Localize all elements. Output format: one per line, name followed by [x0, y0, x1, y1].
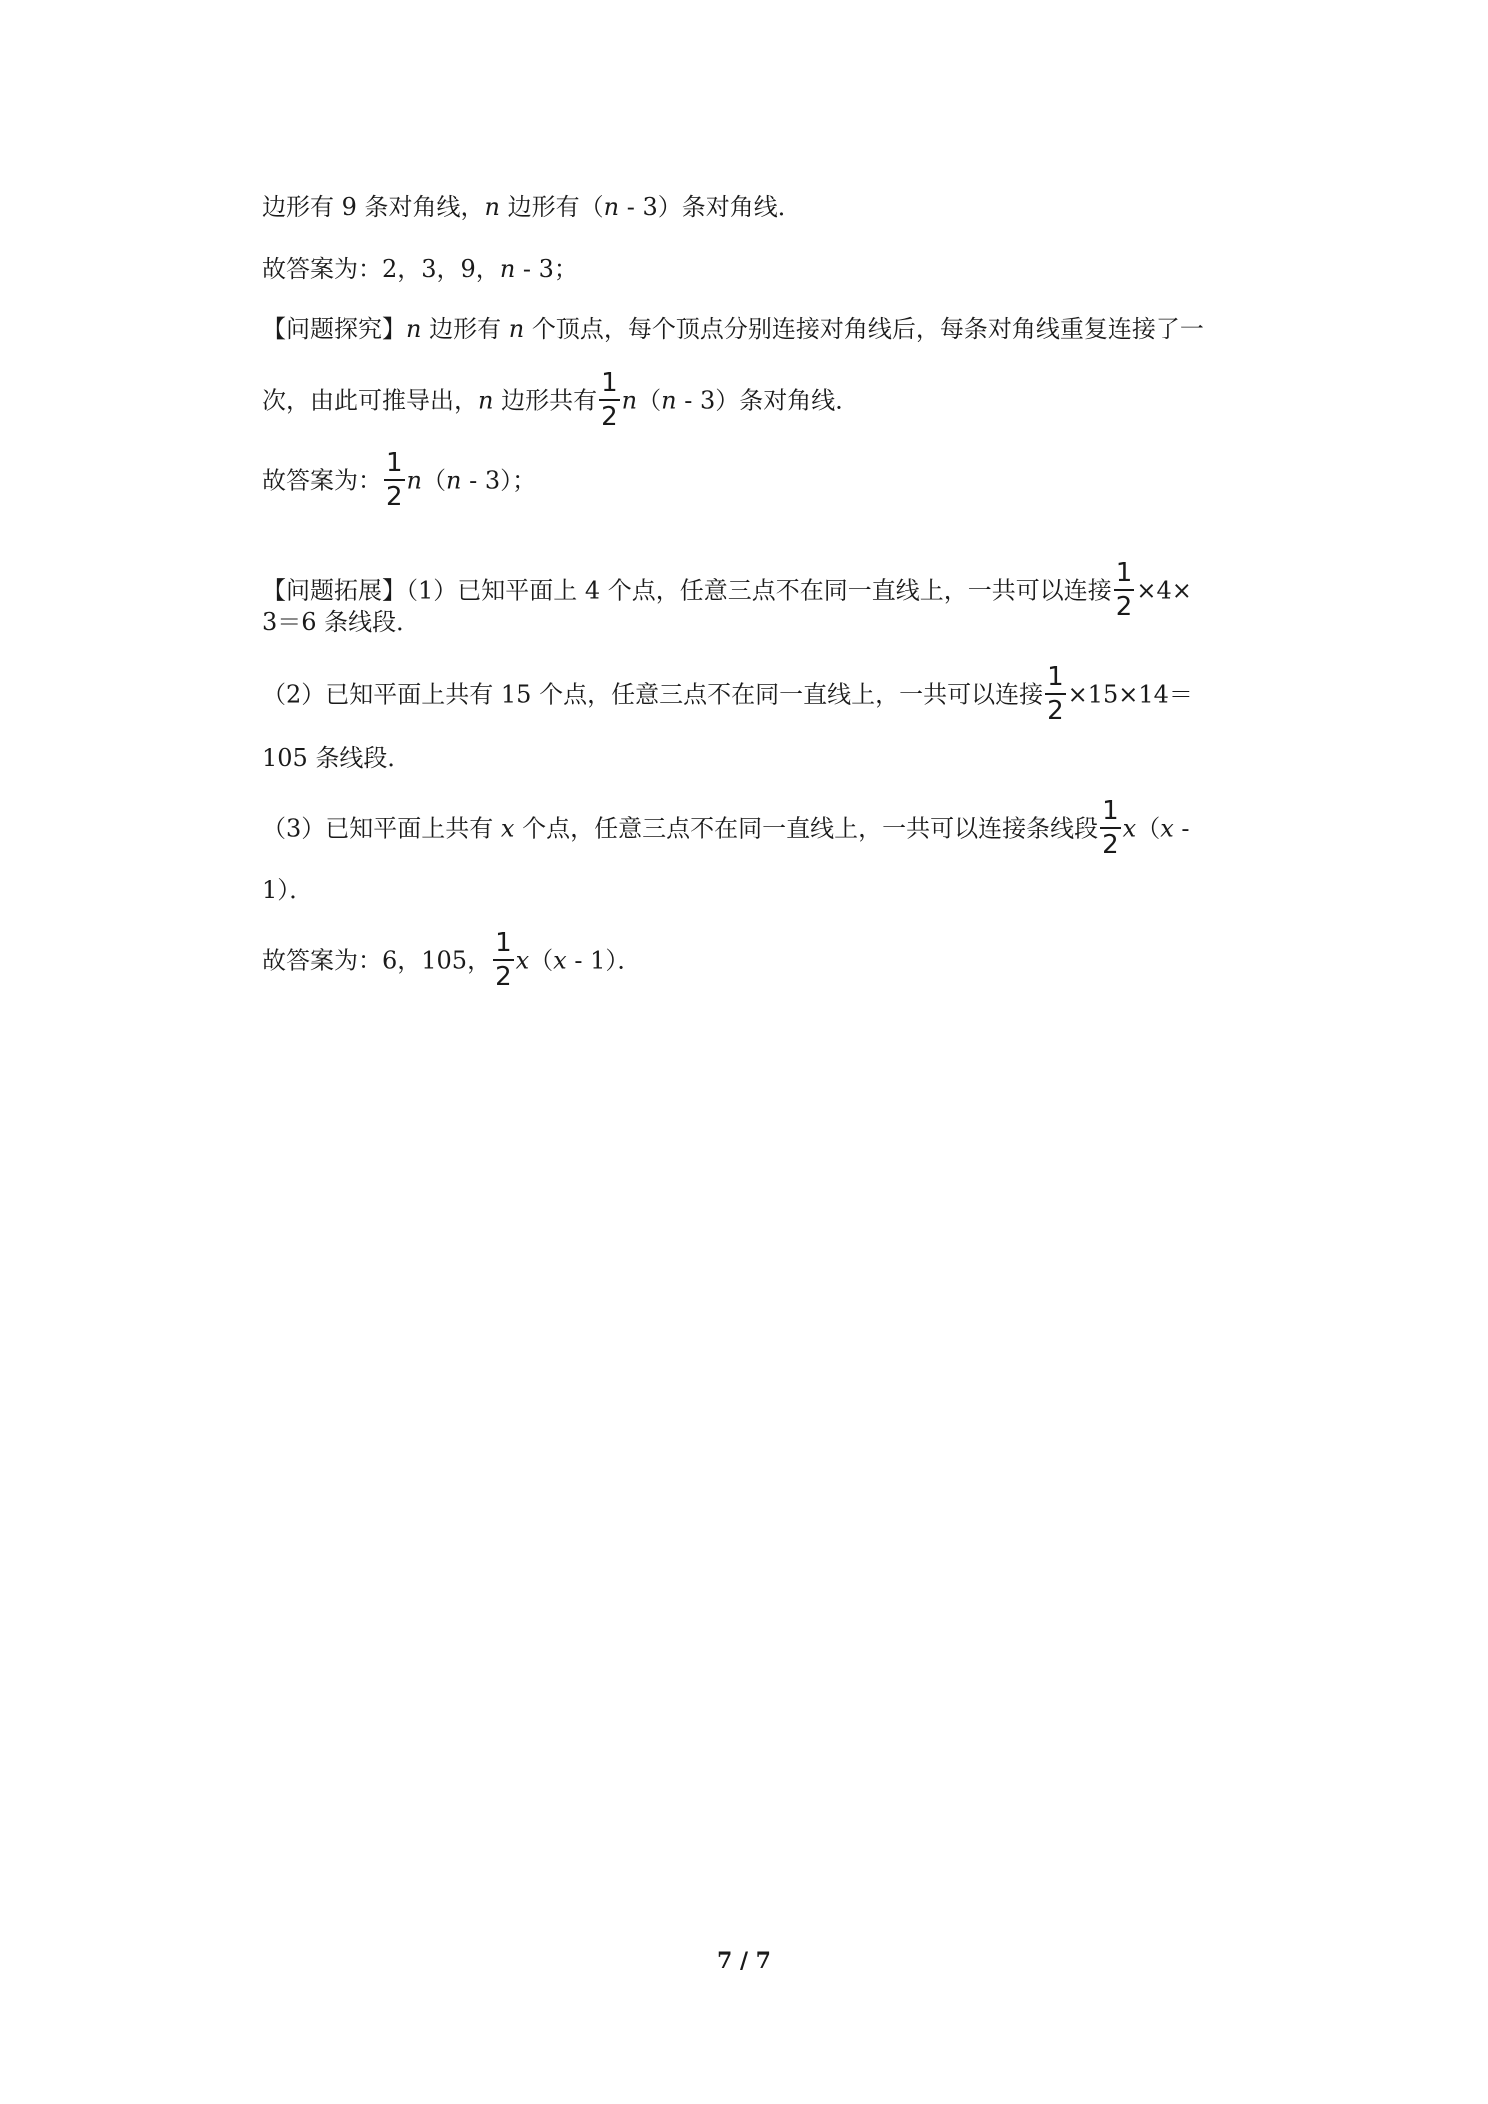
fraction-bar	[384, 479, 405, 481]
fraction-denominator: 2	[1102, 830, 1119, 860]
var-n: n	[484, 193, 500, 221]
fraction-numerator: 1	[1115, 558, 1133, 588]
fraction-bar	[493, 959, 514, 961]
fraction-numerator: 1	[601, 368, 618, 398]
fraction-one-half	[1114, 560, 1135, 620]
text: 3＝6 条线段．	[262, 608, 421, 636]
fraction-denominator: 2	[495, 962, 512, 992]
text: 边形有（	[500, 193, 604, 221]
text: （	[1136, 814, 1161, 843]
text: （	[529, 946, 554, 975]
fraction-numerator: 1	[386, 448, 403, 478]
text-line-5	[262, 448, 537, 512]
fraction-denominator: 2	[1047, 696, 1064, 726]
text: 次，由此可推导出，	[262, 386, 478, 415]
text-line-11	[262, 870, 313, 910]
text-line-4	[262, 368, 860, 432]
var-n: n	[478, 386, 494, 415]
text: 个顶点，每个顶点分别连接对角线后，每条对角线重复连接了一	[524, 315, 1204, 343]
text: 105 条线段．	[262, 744, 412, 772]
text-line-2	[262, 249, 578, 289]
fraction-denominator: 2	[386, 482, 403, 512]
section-heading: 【问题探究】	[262, 315, 406, 343]
text: 故答案为：6，105，	[262, 946, 492, 975]
text: - 3）；	[461, 466, 537, 495]
text-line-12	[262, 928, 642, 992]
text: 【问题拓展】（1）已知平面上 4 个点，任意三点不在同一直线上，一共可以连接	[262, 576, 1112, 605]
text-line-10	[262, 796, 1190, 860]
text: -	[1173, 814, 1190, 843]
fraction-denominator: 2	[601, 402, 618, 432]
fraction-numerator: 1	[1102, 796, 1119, 826]
text: 故答案为：	[262, 466, 382, 495]
fraction-denominator: 2	[1115, 592, 1133, 622]
text: - 3）条对角线．	[619, 193, 802, 221]
fraction-one-half	[599, 370, 620, 430]
text: 个点，任意三点不在同一直线上，一共可以连接条线段	[514, 814, 1099, 843]
fraction-bar	[1100, 827, 1121, 829]
var-n: n	[603, 193, 620, 221]
var-n: n	[621, 386, 638, 415]
var-x: x	[500, 814, 515, 843]
fraction-bar	[1045, 693, 1066, 695]
var-n: n	[446, 466, 462, 495]
text-line-1	[262, 187, 802, 227]
fraction-numerator: 1	[1047, 662, 1064, 692]
text: （	[422, 466, 447, 495]
var-n: n	[508, 315, 525, 343]
var-n: n	[406, 315, 422, 343]
var-n: n	[406, 466, 423, 495]
text-line-7	[262, 602, 420, 642]
page-number: 7 / 7	[717, 1948, 771, 1974]
text-line-3	[262, 309, 1204, 349]
text-line-8	[262, 662, 1193, 726]
fraction-bar	[599, 399, 620, 401]
text: ×15×14＝	[1067, 680, 1193, 709]
text: ×4×	[1136, 576, 1192, 605]
text: 1）．	[262, 876, 314, 904]
text: 边形有 9 条对角线，	[262, 193, 485, 221]
text: 故答案为：2，3，9，	[262, 255, 500, 283]
text: - 1）．	[566, 946, 642, 975]
var-n: n	[499, 255, 516, 283]
fraction-bar	[1114, 589, 1135, 591]
text: - 3）条对角线．	[676, 386, 860, 415]
text: （3）已知平面上共有	[262, 814, 501, 843]
text: （2）已知平面上共有 15 个点，任意三点不在同一直线上，一共可以连接	[262, 680, 1044, 709]
text: （	[637, 386, 662, 415]
var-n: n	[661, 386, 677, 415]
fraction-one-half	[1045, 664, 1066, 724]
var-x: x	[515, 946, 530, 975]
fraction-one-half	[384, 450, 405, 510]
fraction-numerator: 1	[495, 928, 512, 958]
text: - 3；	[515, 255, 578, 283]
fraction-one-half	[1100, 798, 1121, 858]
text: 边形有	[421, 315, 509, 343]
var-x: x	[1160, 814, 1174, 843]
fraction-one-half	[493, 930, 514, 990]
var-x: x	[1122, 814, 1137, 843]
text-line-9	[262, 738, 411, 778]
var-x: x	[553, 946, 567, 975]
text: 边形共有	[493, 386, 598, 415]
